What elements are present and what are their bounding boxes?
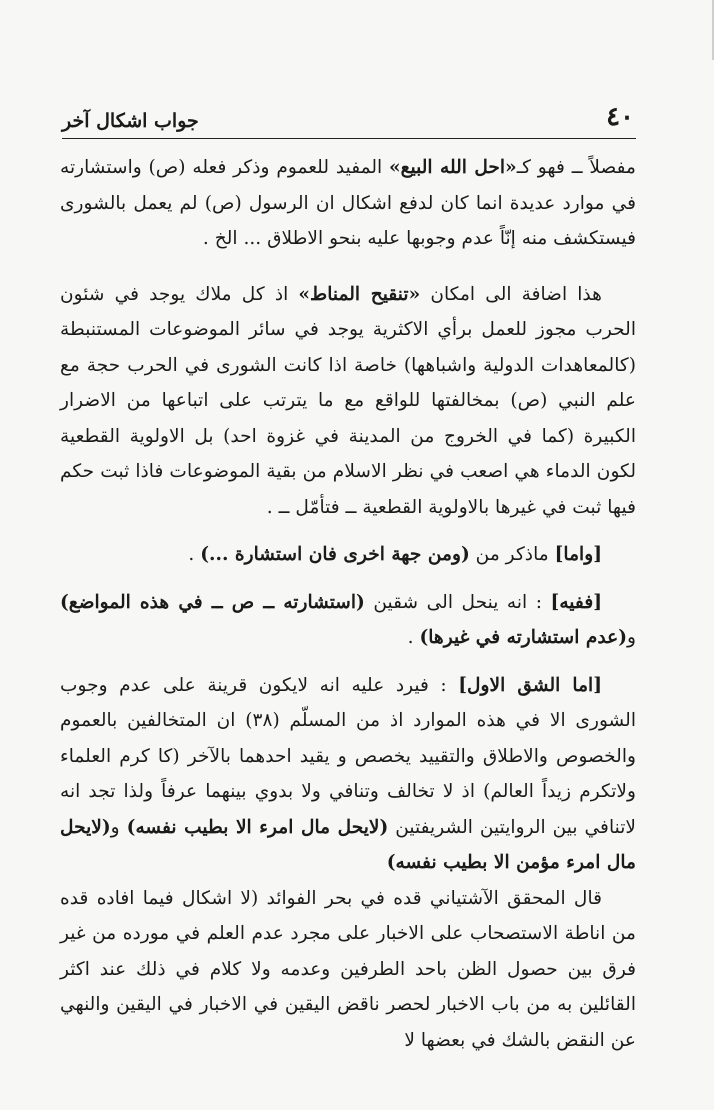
paragraph-2: هذا اضافة الى امكان «تنقيح المناط» اذ كل ملاك يوجد في شئون الحرب مجوز للعمل برأي الاكثرية يوجد في سائر الموضوعات المستنبطة (كالمعاهدات الدولية واشباهها) خاصة اذا كانت الشورى في الحرب حجة مع علم النبي (ص) بمخالفتها للواقع مع ما يترتب على اتباعها من الاضرار الكبيرة (كما في الخروج من المدينة في غزوة احد) بل الاولوية القطعية لكون الدماء هي اصعب في نظر الاسلام من بقية الموضوعات فاذا ثبت حكم فيها ثبت في غيرها بالاولوية القطعية ــ فتأمّل ــ . <box>60 283 636 518</box>
paragraph-3: [واما] ماذكر من (ومن جهة اخرى فان استشارة ...) . <box>188 544 602 565</box>
body-text <box>60 150 636 1058</box>
page-number: ٤٠ <box>606 102 634 132</box>
running-title: جواب اشكال آخر <box>62 110 199 132</box>
paragraph-5: [اما الشق الاول] : فيرد عليه انه لايكون قرينة على عدم وجوب الشورى الا في هذه الموارد اذ من المسلّم (٣٨) ان المتخالفين بالعموم والخصوص والاطلاق والتقييد يخصص و يقيد احدهما بالآخر (كا كرم العلماء ولاتكرم زيداً العالم) اذ لا تخالف وتنافي ولا بدوي بينهما عرفاً ولذا تجد انه لاتنافي بين الروايتين الشريفتين (لايحل مال امرء الا بطيب نفسه) و(لايحل مال امرء مؤمن الا بطيب نفسه) <box>60 674 636 873</box>
page-header <box>62 92 634 132</box>
paragraph-4: [ففيه] : انه ينحل الى شقين (استشارته ــ ص ــ في هذه المواضع) و(عدم استشارته في غيرها) . <box>60 591 636 648</box>
paragraph-1: مفصلاً ــ فهو كـ«احل الله البيع» المفيد للعموم وذكر فعله (ص) واستشارته في موارد عديدة انما كان لدفع اشكال ان الرسول (ص) لم يعمل بالشورى فيستكشف منه إنّاً عدم وجوبها عليه بنحو الاطلاق ... الخ . <box>60 157 637 249</box>
header-rule <box>62 138 636 139</box>
paragraph-6: قال المحقق الآشتياني قده في بحر الفوائد (لا اشكال فيما افاده قده من اناطة الاستصحاب على الاخبار على مجرد عدم العلم في مورده من غير فرق بين حصول الظن باحد الطرفين وعدمه ولا كلام في ذلك عند اكثر القائلين به من باب الاخبار لحصر ناقض اليقين في الاخبار في اليقين والنهي عن النقض بالشك في بعضها لا <box>60 887 636 1051</box>
